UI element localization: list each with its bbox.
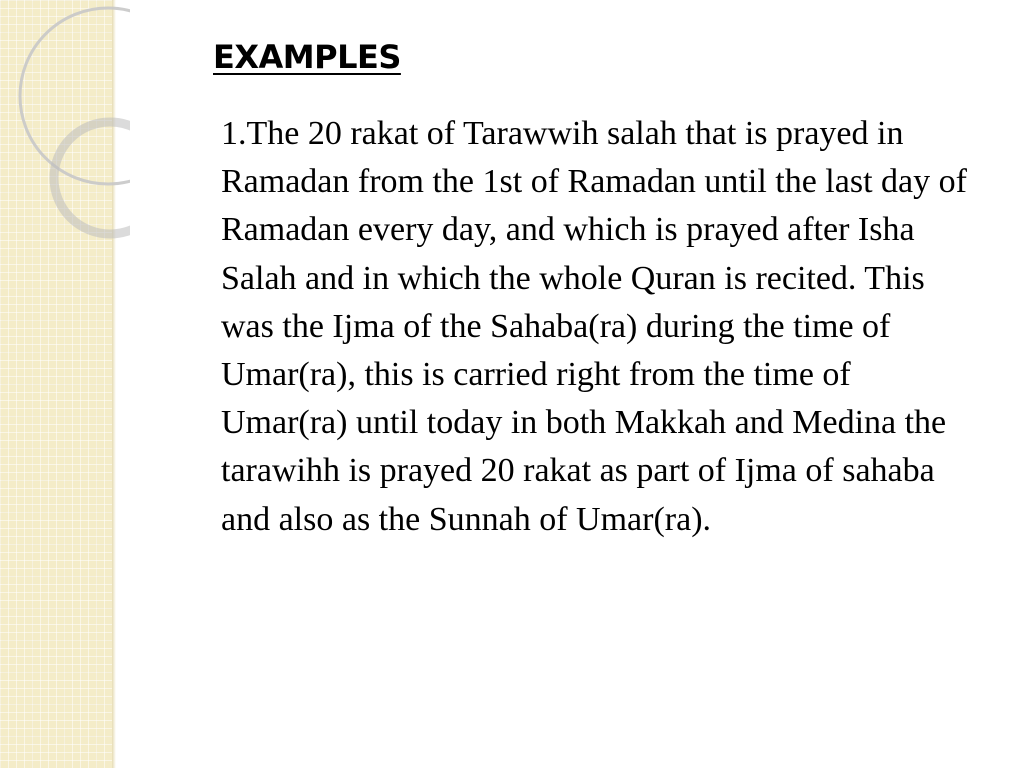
decorative-ring-upper bbox=[20, 8, 130, 184]
slide-title: EXAMPLES bbox=[213, 38, 401, 76]
decorative-ring-lower bbox=[54, 122, 130, 234]
decorative-rings-icon bbox=[0, 0, 130, 260]
example-paragraph: 1.The 20 rakat of Tarawwih salah that is prayed in Ramadan from the 1st of Ramadan until the last day of Ramadan every day, and which is prayed after Isha Salah and in which the whole Quran is recited. This was the Ijma of the Sahaba(ra) during the time of Umar(ra), this is carried right from the time of Umar(ra) until today in both Makkah and Medina the tarawihh is prayed 20 rakat as part of Ijma of sahaba and also as the Sunnah of Umar(ra). bbox=[221, 115, 967, 538]
